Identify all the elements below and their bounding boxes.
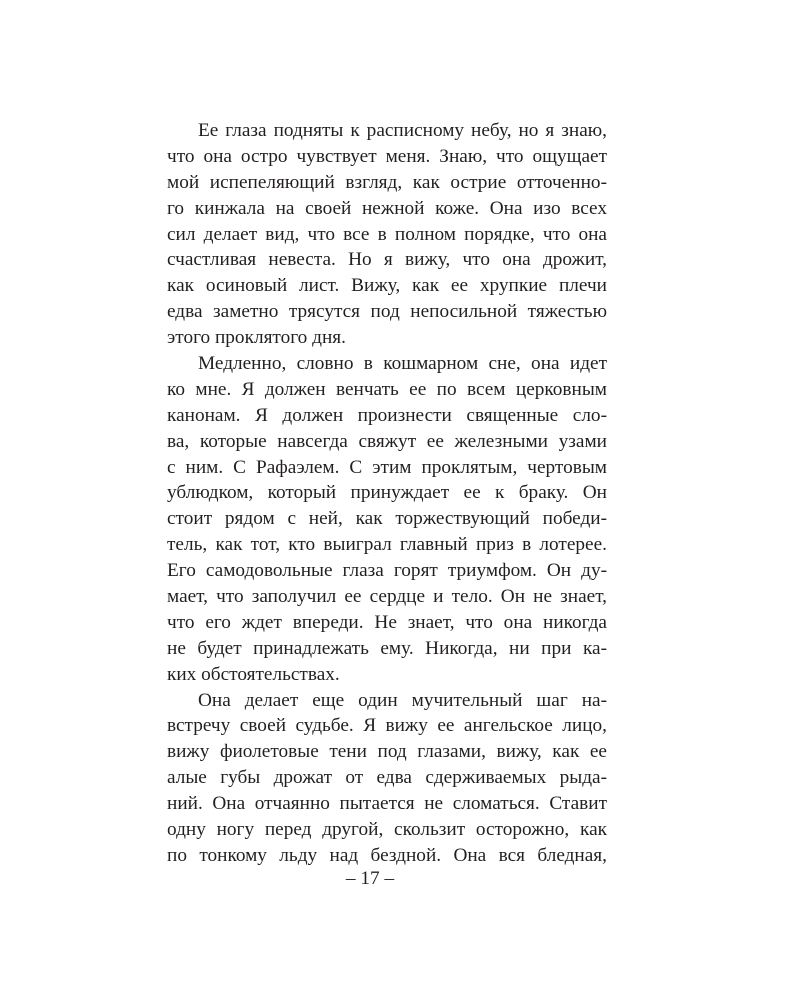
- text-line: что она остро чувствует меня. Знаю, что ощущает: [167, 145, 607, 167]
- text-line: едва заметно трясутся под непосильной тяжестью: [167, 301, 607, 323]
- text-line: ко мне. Я должен венчать ее по всем церковным: [167, 378, 607, 400]
- text-line: го кинжала на своей нежной коже. Она изо всех: [167, 197, 607, 219]
- text-line: тель, как тот, кто выиграл главный приз в лотерее.: [167, 534, 607, 556]
- text-line: счастливая невеста. Но я вижу, что она дрожит,: [167, 249, 607, 271]
- body-text: [167, 118, 607, 869]
- text-line: алые губы дрожат от едва сдерживаемых рыда-: [167, 767, 607, 789]
- text-line: мой испепеляющий взгляд, как острие отточенно-: [167, 171, 607, 193]
- text-line: стоит рядом с ней, как торжествующий победи-: [167, 508, 607, 530]
- text-line: встречу своей судьбе. Я вижу ее ангельское лицо,: [167, 715, 607, 737]
- text-line: Она делает еще один мучительный шаг на-: [198, 689, 607, 711]
- text-line: сил делает вид, что все в полном порядке, что она: [167, 223, 607, 245]
- page-number: – 17 –: [345, 868, 395, 889]
- text-line: Ее глаза подняты к расписному небу, но я знаю,: [198, 120, 607, 141]
- text-line: с ним. С Рафаэлем. С этим проклятым, чертовым: [167, 456, 607, 478]
- text-line: Его самодовольные глаза горят триумфом. Он ду-: [167, 560, 607, 582]
- text-line: не будет принадлежать ему. Никогда, ни при ка-: [167, 637, 607, 659]
- text-line: как осиновый лист. Вижу, как ее хрупкие плечи: [167, 275, 607, 297]
- text-line: этого проклятого дня.: [167, 327, 346, 349]
- text-line: по тонкому льду над бездной. Она вся бледная,: [167, 844, 607, 866]
- text-line: мает, что заполучил ее сердце и тело. Он не знает,: [167, 586, 607, 608]
- text-line: что его ждет впереди. Не знает, что она никогда: [167, 611, 607, 633]
- text-line: ний. Она отчаянно пытается не сломаться. Ставит: [167, 793, 607, 815]
- text-line: ва, которые навсегда свяжут ее железными узами: [167, 430, 607, 452]
- text-line: одну ногу перед другой, скользит осторожно, как: [167, 819, 607, 841]
- text-line: вижу фиолетовые тени под глазами, вижу, как ее: [167, 741, 607, 763]
- text-line: Медленно, словно в кошмарном сне, она идет: [198, 353, 607, 375]
- text-line: ублюдком, который принуждает ее к браку. Он: [167, 482, 607, 504]
- text-line: канонам. Я должен произнести священные сло-: [167, 404, 607, 426]
- text-line: ких обстоятельствах.: [167, 663, 340, 685]
